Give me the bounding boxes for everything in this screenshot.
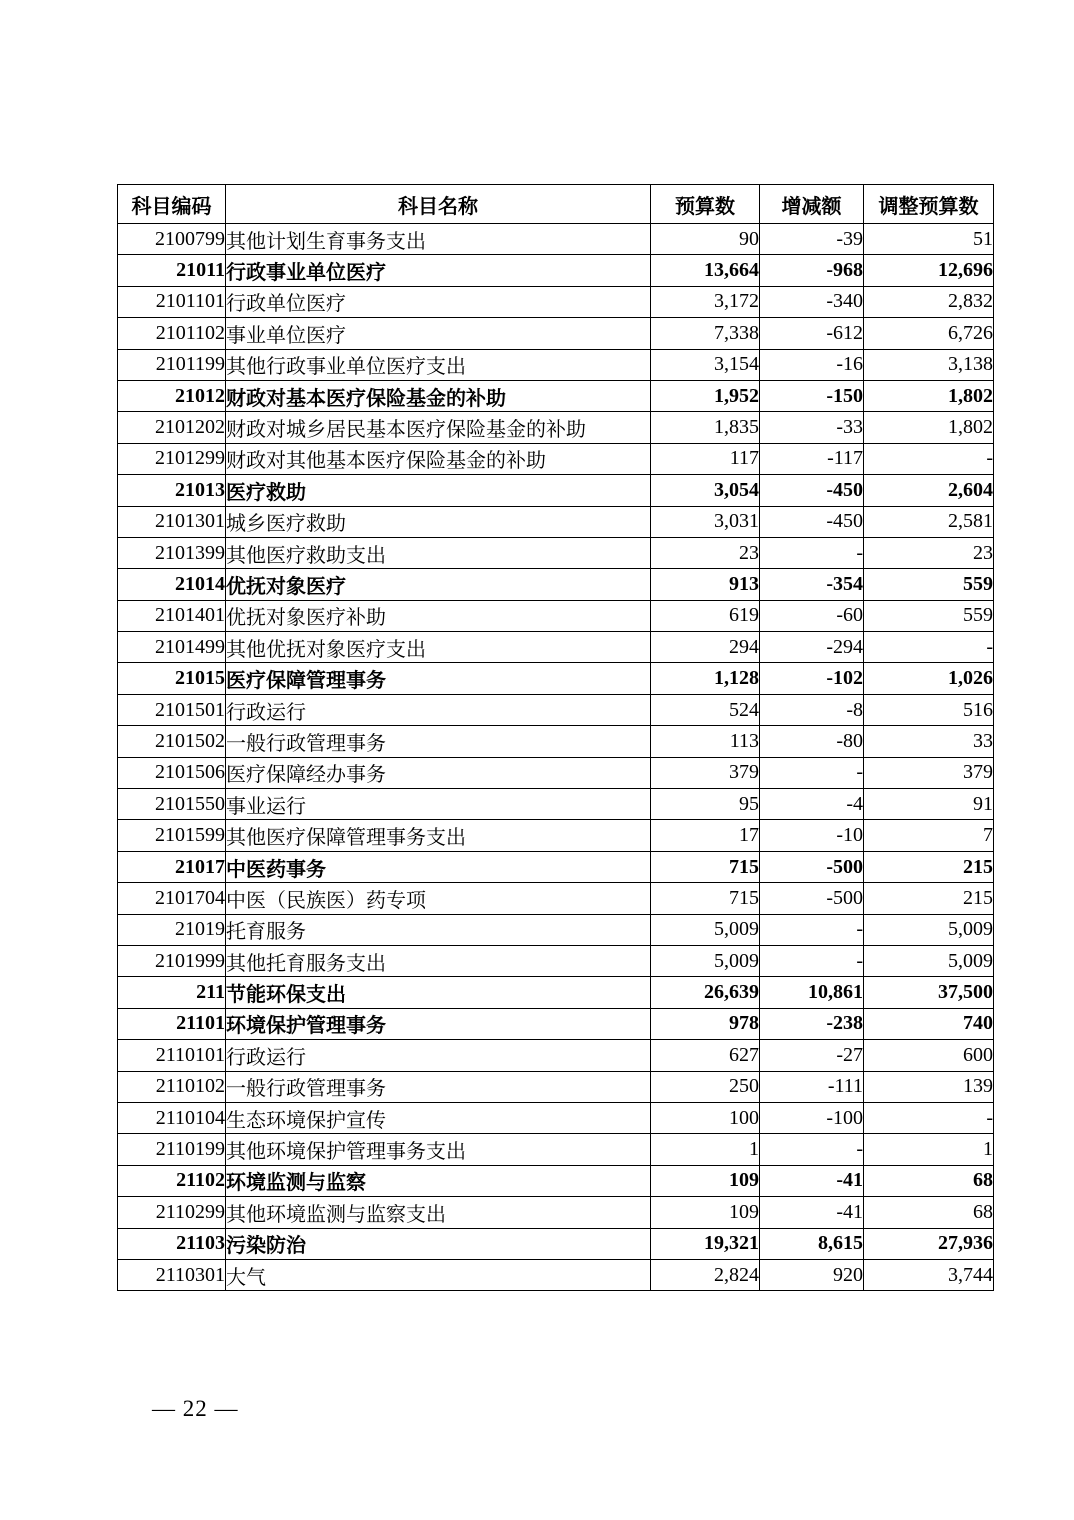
code-cell: 2101202 bbox=[118, 412, 226, 443]
code-cell: 2101501 bbox=[118, 694, 226, 725]
budget-cell: 524 bbox=[651, 694, 760, 725]
table-row bbox=[118, 569, 994, 600]
change-cell: - bbox=[760, 757, 864, 788]
table-row bbox=[118, 977, 994, 1008]
adjusted-cell: 37,500 bbox=[864, 977, 994, 1008]
table-row bbox=[118, 1008, 994, 1039]
change-cell: -612 bbox=[760, 318, 864, 349]
column-header-adjusted: 调整预算数 bbox=[864, 185, 994, 224]
adjusted-cell: 5,009 bbox=[864, 945, 994, 976]
change-cell: 8,615 bbox=[760, 1228, 864, 1259]
table-row bbox=[118, 443, 994, 474]
name-cell: 其他环境保护管理事务支出 bbox=[226, 1134, 651, 1165]
adjusted-cell: 139 bbox=[864, 1071, 994, 1102]
table-row bbox=[118, 318, 994, 349]
budget-cell: 109 bbox=[651, 1197, 760, 1228]
table-row bbox=[118, 1228, 994, 1259]
adjusted-cell: 559 bbox=[864, 569, 994, 600]
name-cell: 一般行政管理事务 bbox=[226, 726, 651, 757]
code-cell: 2101299 bbox=[118, 443, 226, 474]
code-cell: 2101301 bbox=[118, 506, 226, 537]
change-cell: -238 bbox=[760, 1008, 864, 1039]
table-header-row bbox=[118, 185, 994, 224]
name-cell: 其他优抚对象医疗支出 bbox=[226, 632, 651, 663]
change-cell: -150 bbox=[760, 380, 864, 411]
code-cell: 211 bbox=[118, 977, 226, 1008]
table-row bbox=[118, 632, 994, 663]
budget-cell: 90 bbox=[651, 224, 760, 255]
column-header-name: 科目名称 bbox=[226, 185, 651, 224]
code-cell: 2110101 bbox=[118, 1040, 226, 1071]
code-cell: 21014 bbox=[118, 569, 226, 600]
code-cell: 21019 bbox=[118, 914, 226, 945]
change-cell: -16 bbox=[760, 349, 864, 380]
adjusted-cell: 1,026 bbox=[864, 663, 994, 694]
name-cell: 行政运行 bbox=[226, 694, 651, 725]
budget-cell: 3,054 bbox=[651, 475, 760, 506]
change-cell: -27 bbox=[760, 1040, 864, 1071]
budget-cell: 3,031 bbox=[651, 506, 760, 537]
change-cell: -10 bbox=[760, 820, 864, 851]
change-cell: -294 bbox=[760, 632, 864, 663]
name-cell: 一般行政管理事务 bbox=[226, 1071, 651, 1102]
name-cell: 行政事业单位医疗 bbox=[226, 255, 651, 286]
change-cell: -39 bbox=[760, 224, 864, 255]
table-row bbox=[118, 789, 994, 820]
name-cell: 优抚对象医疗 bbox=[226, 569, 651, 600]
table-row bbox=[118, 1071, 994, 1102]
table-row bbox=[118, 286, 994, 317]
table-row bbox=[118, 506, 994, 537]
change-cell: -4 bbox=[760, 789, 864, 820]
change-cell: -33 bbox=[760, 412, 864, 443]
change-cell: -60 bbox=[760, 600, 864, 631]
page-number: — 22 — bbox=[152, 1396, 239, 1421]
name-cell: 财政对其他基本医疗保险基金的补助 bbox=[226, 443, 651, 474]
name-cell: 行政运行 bbox=[226, 1040, 651, 1071]
change-cell: -8 bbox=[760, 694, 864, 725]
table-row bbox=[118, 694, 994, 725]
name-cell: 事业运行 bbox=[226, 789, 651, 820]
budget-cell: 100 bbox=[651, 1102, 760, 1133]
table-row bbox=[118, 1259, 994, 1290]
code-cell: 21017 bbox=[118, 851, 226, 882]
table-row bbox=[118, 1165, 994, 1196]
adjusted-cell: 600 bbox=[864, 1040, 994, 1071]
name-cell: 财政对基本医疗保险基金的补助 bbox=[226, 380, 651, 411]
table-row bbox=[118, 412, 994, 443]
budget-cell: 13,664 bbox=[651, 255, 760, 286]
name-cell: 行政单位医疗 bbox=[226, 286, 651, 317]
name-cell: 其他计划生育事务支出 bbox=[226, 224, 651, 255]
change-cell: -500 bbox=[760, 851, 864, 882]
adjusted-cell: 2,581 bbox=[864, 506, 994, 537]
adjusted-cell: 3,138 bbox=[864, 349, 994, 380]
name-cell: 城乡医疗救助 bbox=[226, 506, 651, 537]
name-cell: 生态环境保护宣传 bbox=[226, 1102, 651, 1133]
table-row bbox=[118, 883, 994, 914]
code-cell: 2101550 bbox=[118, 789, 226, 820]
change-cell: -500 bbox=[760, 883, 864, 914]
code-cell: 2101506 bbox=[118, 757, 226, 788]
name-cell: 优抚对象医疗补助 bbox=[226, 600, 651, 631]
code-cell: 21101 bbox=[118, 1008, 226, 1039]
table-row bbox=[118, 1102, 994, 1133]
change-cell: -102 bbox=[760, 663, 864, 694]
budget-cell: 978 bbox=[651, 1008, 760, 1039]
adjusted-cell: 6,726 bbox=[864, 318, 994, 349]
adjusted-cell: 68 bbox=[864, 1197, 994, 1228]
change-cell: 920 bbox=[760, 1259, 864, 1290]
name-cell: 托育服务 bbox=[226, 914, 651, 945]
adjusted-cell: - bbox=[864, 1102, 994, 1133]
adjusted-cell: 1 bbox=[864, 1134, 994, 1165]
budget-cell: 5,009 bbox=[651, 914, 760, 945]
code-cell: 2101199 bbox=[118, 349, 226, 380]
adjusted-cell: - bbox=[864, 632, 994, 663]
code-cell: 2101704 bbox=[118, 883, 226, 914]
budget-cell: 1,952 bbox=[651, 380, 760, 411]
adjusted-cell: 559 bbox=[864, 600, 994, 631]
adjusted-cell: 2,832 bbox=[864, 286, 994, 317]
budget-cell: 3,154 bbox=[651, 349, 760, 380]
code-cell: 21011 bbox=[118, 255, 226, 286]
code-cell: 21012 bbox=[118, 380, 226, 411]
budget-cell: 250 bbox=[651, 1071, 760, 1102]
change-cell: -41 bbox=[760, 1165, 864, 1196]
budget-cell: 379 bbox=[651, 757, 760, 788]
code-cell: 2110104 bbox=[118, 1102, 226, 1133]
change-cell: -80 bbox=[760, 726, 864, 757]
budget-cell: 19,321 bbox=[651, 1228, 760, 1259]
name-cell: 其他环境监测与监察支出 bbox=[226, 1197, 651, 1228]
adjusted-cell: 27,936 bbox=[864, 1228, 994, 1259]
budget-cell: 1 bbox=[651, 1134, 760, 1165]
budget-cell: 17 bbox=[651, 820, 760, 851]
table-row bbox=[118, 224, 994, 255]
name-cell: 事业单位医疗 bbox=[226, 318, 651, 349]
budget-cell: 2,824 bbox=[651, 1259, 760, 1290]
code-cell: 2110102 bbox=[118, 1071, 226, 1102]
budget-cell: 3,172 bbox=[651, 286, 760, 317]
budget-cell: 715 bbox=[651, 851, 760, 882]
adjusted-cell: 215 bbox=[864, 883, 994, 914]
change-cell: -354 bbox=[760, 569, 864, 600]
name-cell: 其他医疗救助支出 bbox=[226, 537, 651, 568]
code-cell: 2101499 bbox=[118, 632, 226, 663]
adjusted-cell: 1,802 bbox=[864, 380, 994, 411]
change-cell: -450 bbox=[760, 475, 864, 506]
adjusted-cell: 7 bbox=[864, 820, 994, 851]
code-cell: 21015 bbox=[118, 663, 226, 694]
budget-cell: 7,338 bbox=[651, 318, 760, 349]
name-cell: 环境监测与监察 bbox=[226, 1165, 651, 1196]
budget-cell: 26,639 bbox=[651, 977, 760, 1008]
adjusted-cell: 23 bbox=[864, 537, 994, 568]
table-row bbox=[118, 537, 994, 568]
table-row bbox=[118, 851, 994, 882]
adjusted-cell: 5,009 bbox=[864, 914, 994, 945]
name-cell: 中医药事务 bbox=[226, 851, 651, 882]
budget-cell: 619 bbox=[651, 600, 760, 631]
table-row bbox=[118, 1197, 994, 1228]
budget-cell: 913 bbox=[651, 569, 760, 600]
adjusted-cell: 51 bbox=[864, 224, 994, 255]
budget-cell: 113 bbox=[651, 726, 760, 757]
code-cell: 2100799 bbox=[118, 224, 226, 255]
table-row bbox=[118, 945, 994, 976]
adjusted-cell: 740 bbox=[864, 1008, 994, 1039]
adjusted-cell: 516 bbox=[864, 694, 994, 725]
table-row bbox=[118, 349, 994, 380]
change-cell: - bbox=[760, 945, 864, 976]
budget-cell: 23 bbox=[651, 537, 760, 568]
code-cell: 2101102 bbox=[118, 318, 226, 349]
change-cell: - bbox=[760, 914, 864, 945]
adjusted-cell: 12,696 bbox=[864, 255, 994, 286]
name-cell: 中医（民族医）药专项 bbox=[226, 883, 651, 914]
code-cell: 21013 bbox=[118, 475, 226, 506]
code-cell: 2101101 bbox=[118, 286, 226, 317]
name-cell: 其他行政事业单位医疗支出 bbox=[226, 349, 651, 380]
code-cell: 21103 bbox=[118, 1228, 226, 1259]
table-row bbox=[118, 914, 994, 945]
budget-cell: 109 bbox=[651, 1165, 760, 1196]
table-row bbox=[118, 726, 994, 757]
budget-table bbox=[117, 184, 994, 1291]
code-cell: 21102 bbox=[118, 1165, 226, 1196]
column-header-change: 增减额 bbox=[760, 185, 864, 224]
budget-cell: 1,128 bbox=[651, 663, 760, 694]
table-row bbox=[118, 1134, 994, 1165]
name-cell: 节能环保支出 bbox=[226, 977, 651, 1008]
adjusted-cell: 3,744 bbox=[864, 1259, 994, 1290]
table-row bbox=[118, 663, 994, 694]
code-cell: 2101502 bbox=[118, 726, 226, 757]
adjusted-cell: 379 bbox=[864, 757, 994, 788]
change-cell: -968 bbox=[760, 255, 864, 286]
adjusted-cell: 68 bbox=[864, 1165, 994, 1196]
adjusted-cell: - bbox=[864, 443, 994, 474]
code-cell: 2110299 bbox=[118, 1197, 226, 1228]
change-cell: - bbox=[760, 537, 864, 568]
code-cell: 2110301 bbox=[118, 1259, 226, 1290]
name-cell: 医疗保障管理事务 bbox=[226, 663, 651, 694]
change-cell: - bbox=[760, 1134, 864, 1165]
budget-cell: 715 bbox=[651, 883, 760, 914]
name-cell: 其他医疗保障管理事务支出 bbox=[226, 820, 651, 851]
name-cell: 大气 bbox=[226, 1259, 651, 1290]
code-cell: 2101401 bbox=[118, 600, 226, 631]
change-cell: 10,861 bbox=[760, 977, 864, 1008]
budget-cell: 1,835 bbox=[651, 412, 760, 443]
name-cell: 其他托育服务支出 bbox=[226, 945, 651, 976]
table-row bbox=[118, 255, 994, 286]
code-cell: 2101399 bbox=[118, 537, 226, 568]
name-cell: 财政对城乡居民基本医疗保险基金的补助 bbox=[226, 412, 651, 443]
adjusted-cell: 33 bbox=[864, 726, 994, 757]
code-cell: 2110199 bbox=[118, 1134, 226, 1165]
budget-cell: 95 bbox=[651, 789, 760, 820]
table-row bbox=[118, 820, 994, 851]
budget-cell: 117 bbox=[651, 443, 760, 474]
table-row bbox=[118, 380, 994, 411]
name-cell: 环境保护管理事务 bbox=[226, 1008, 651, 1039]
change-cell: -340 bbox=[760, 286, 864, 317]
adjusted-cell: 2,604 bbox=[864, 475, 994, 506]
adjusted-cell: 215 bbox=[864, 851, 994, 882]
name-cell: 污染防治 bbox=[226, 1228, 651, 1259]
adjusted-cell: 91 bbox=[864, 789, 994, 820]
change-cell: -117 bbox=[760, 443, 864, 474]
name-cell: 医疗救助 bbox=[226, 475, 651, 506]
change-cell: -111 bbox=[760, 1071, 864, 1102]
table-row bbox=[118, 1040, 994, 1071]
change-cell: -100 bbox=[760, 1102, 864, 1133]
change-cell: -41 bbox=[760, 1197, 864, 1228]
change-cell: -450 bbox=[760, 506, 864, 537]
budget-cell: 5,009 bbox=[651, 945, 760, 976]
table-row bbox=[118, 600, 994, 631]
table-row bbox=[118, 475, 994, 506]
code-cell: 2101999 bbox=[118, 945, 226, 976]
column-header-code: 科目编码 bbox=[118, 185, 226, 224]
column-header-budget: 预算数 bbox=[651, 185, 760, 224]
table-body bbox=[118, 224, 994, 1291]
adjusted-cell: 1,802 bbox=[864, 412, 994, 443]
budget-cell: 294 bbox=[651, 632, 760, 663]
code-cell: 2101599 bbox=[118, 820, 226, 851]
budget-cell: 627 bbox=[651, 1040, 760, 1071]
name-cell: 医疗保障经办事务 bbox=[226, 757, 651, 788]
table-row bbox=[118, 757, 994, 788]
